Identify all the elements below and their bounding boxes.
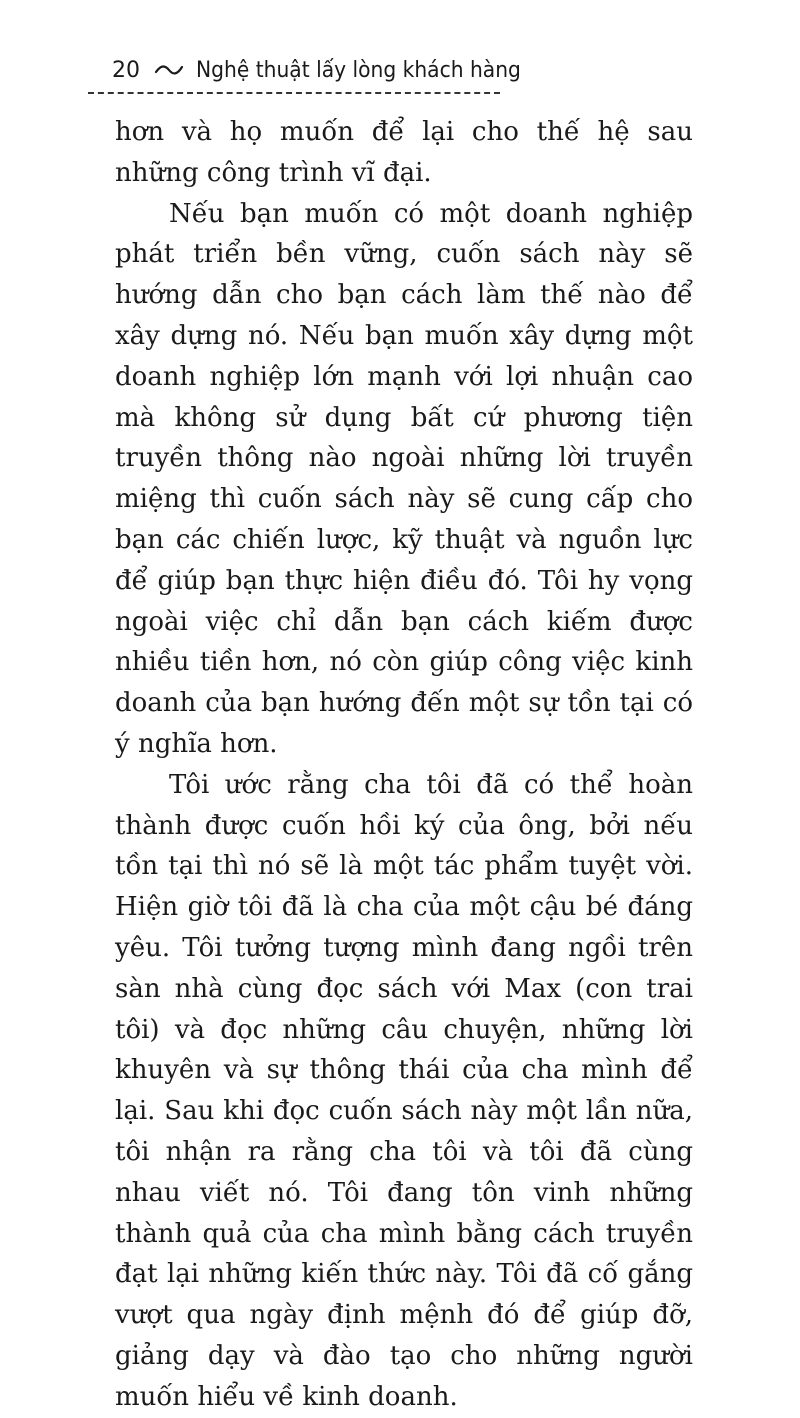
page-number: 20 (112, 57, 140, 83)
paragraph: Nếu bạn muốn có một doanh nghiệp phát triển bền vững, cuốn sách này sẽ hướng dẫn cho bạn cách làm thế nào để xây dựng nó. Nếu bạn muốn xây dựng một doanh nghiệp lớn mạnh với lợi nhuận cao mà không sử dụng bất cứ phương tiện truyền thông nào ngoài những lời truyền miệng thì cuốn sách này sẽ cung cấp cho bạn các chiến lược, kỹ thuật và nguồn lực để giúp bạn thực hiện điều đó. Tôi hy vọng ngoài việc chỉ dẫn bạn cách kiếm được nhiều tiền hơn, nó còn giúp công việc kinh doanh của bạn hướng đến một sự tồn tại có ý nghĩa hơn. (115, 198, 693, 759)
header-divider (88, 92, 500, 94)
book-title: Nghệ thuật lấy lòng khách hàng (196, 57, 521, 83)
paragraph-continued: hơn và họ muốn để lại cho thế hệ sau những công trình vĩ đại. (115, 117, 693, 188)
tilde-swash-icon (154, 63, 184, 77)
running-header (112, 50, 549, 90)
paragraph: Tôi ước rằng cha tôi đã có thể hoàn thành được cuốn hồi ký của ông, bởi nếu tồn tại thì nó sẽ là một tác phẩm tuyệt vời. Hiện giờ tôi đã là cha của một cậu bé đáng yêu. Tôi tưởng tượng mình đang ngồi trên sàn nhà cùng đọc sách với Max (con trai tôi) và đọc những câu chuyện, những lời khuyên và sự thông thái của cha mình để lại. Sau khi đọc cuốn sách này một lần nữa, tôi nhận ra rằng cha tôi và tôi đã cùng nhau viết nó. Tôi đang tôn vinh những thành quả của cha mình bằng cách truyền đạt lại những kiến thức này. Tôi đã cố gắng vượt qua ngày định mệnh đó để giúp đỡ, giảng dạy và đào tạo cho những người muốn hiểu về kinh doanh. (115, 769, 693, 1412)
body-text (115, 112, 693, 1418)
